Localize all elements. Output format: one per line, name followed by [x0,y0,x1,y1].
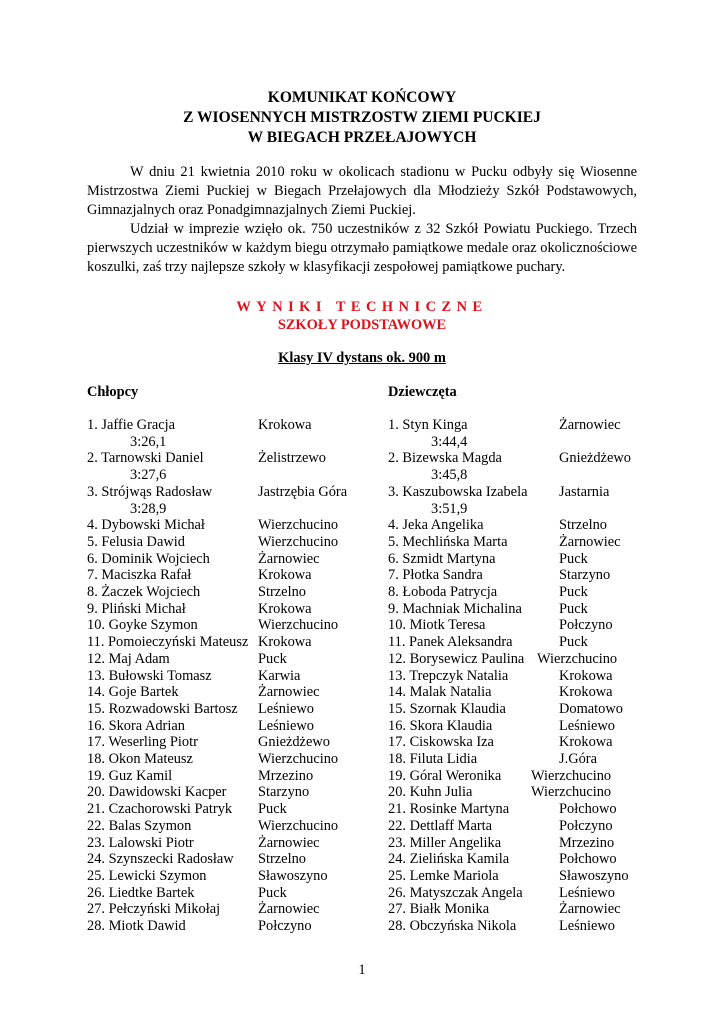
intro-text [87,163,637,277]
result-name: 12. Maj Adam [87,650,170,667]
result-school: Mrzezino [559,834,615,851]
result-name: 23. Lalowski Piotr [87,834,194,851]
result-name: 23. Miller Angelika [388,834,502,851]
result-name: 18. Okon Mateusz [87,751,193,767]
result-school: Mrzezino [258,767,314,784]
intro-paragraph-1: W dniu 21 kwietnia 2010 roku w okolicach stadionu w Pucku odbyły się Wiosenne Mistrzostwa Ziemi Puckiej w Biegach Przełajowych dla Młodzieży Szkół Podstawowych, Gimnazjalnych oraz Ponadgimnazjalnych Ziemi Puckiej. [87,164,637,218]
result-name: 10. Miotk Teresa [388,617,486,634]
result-name: 9. Pliński Michał [87,600,186,617]
result-name: 20. Dawidowski Kacper [87,784,227,801]
result-school: J.Góra [559,751,597,767]
result-school: Puck [559,584,588,600]
result-name: 2. Tarnowski Daniel [87,450,204,467]
result-school: Wierzchucino [537,650,618,667]
result-name: 10. Goyke Szymon [87,617,198,634]
result-school: Żarnowiec [258,901,320,918]
result-school: Żelistrzewo [258,450,326,467]
result-name: 25. Lemke Mariola [388,867,499,884]
result-name: 27. Pełczyński Mikołaj [87,901,221,918]
result-name: 12. Borysewicz Paulina [388,650,525,667]
result-school: Wierzchucino [531,767,612,784]
result-name: 7. Płotka Sandra [388,567,483,584]
result-school: Krokowa [258,417,312,433]
result-school: Połchowo [559,801,617,818]
title-line-3: W BIEGACH PRZEŁAJOWYCH [247,129,477,146]
result-name: 22. Dettlaff Marta [388,817,493,834]
result-time: 3:44,4 [431,433,468,450]
result-name: 22. Balas Szymon [87,817,192,834]
result-name: 25. Lewicki Szymon [87,867,207,884]
results-heading: WYNIKI TECHNICZNE [236,299,488,315]
result-school: Żarnowiec [559,901,621,918]
result-school: Wierzchucino [531,784,612,801]
result-name: 17. Weserling Piotr [87,734,198,751]
result-school: Gnieżdżewo [559,450,631,467]
result-name: 26. Liedtke Bartek [87,884,195,901]
result-school: Jastrzębia Góra [258,483,348,500]
result-school: Krokowa [559,684,613,701]
result-school: Puck [559,600,588,617]
result-school: Leśniewo [559,717,615,734]
result-name: 1. Jaffie Gracja [87,417,176,433]
result-school: Puck [258,650,287,667]
result-school: Puck [559,550,588,567]
result-school: Puck [258,884,287,901]
result-time: 3:45,8 [431,467,468,484]
result-school: Wierzchucino [258,533,339,550]
result-name: 15. Szornak Klaudia [388,700,506,717]
result-school: Połczyno [559,817,613,834]
result-school: Leśniewo [258,717,314,734]
result-name: 24. Zielińska Kamila [388,851,510,868]
result-name: 8. Żaczek Wojciech [87,584,201,600]
result-school: Puck [559,634,588,651]
result-school: Krokowa [258,567,312,584]
result-name: 5. Felusia Dawid [87,533,185,550]
title-line-1: KOMUNIKAT KOŃCOWY [267,89,457,106]
result-school: Domatowo [559,700,623,717]
result-school: Połczyno [258,918,312,934]
result-school: Żarnowiec [559,533,621,550]
result-name: 4. Jeka Angelika [388,517,484,534]
result-school: Leśniewo [559,884,615,901]
result-name: 13. Trepczyk Natalia [388,667,509,684]
result-name: 21. Czachorowski Patryk [87,801,233,818]
result-school: Leśniewo [559,918,615,934]
result-name: 16. Skora Klaudia [388,717,493,734]
result-school: Gnieżdżewo [258,734,330,751]
result-school: Strzelno [258,584,306,600]
result-name: 7. Maciszka Rafał [87,567,192,584]
result-name: 2. Bizewska Magda [388,450,502,467]
result-school: Sławoszyno [559,867,629,884]
result-school: Starzyno [258,784,310,801]
result-time: 3:51,9 [431,500,468,517]
result-name: 13. Bułowski Tomasz [87,667,212,684]
result-school: Puck [258,801,287,818]
result-name: 19. Guz Kamil [87,767,173,784]
result-school: Strzelno [559,517,607,534]
result-name: 26. Matyszczak Angela [388,884,523,901]
result-name: 9. Machniak Michalina [388,600,522,617]
intro-paragraph-2: Udział w imprezie wzięło ok. 750 uczestników z 32 Szkół Powiatu Puckiego. Trzech pierwszych uczestników w każdym biegu otrzymało pamiątkowe medale oraz okolicznościowe koszulki, zaś trzy najlepsze szkoły w klasyfikacji zespołowej pamiątkowe puchary. [87,221,637,275]
result-time: 3:28,9 [130,500,167,517]
result-name: 3. Strójwąs Radosław [87,483,213,500]
result-time: 3:26,1 [130,433,167,450]
page-number: 1 [358,962,366,978]
result-school: Żarnowiec [258,834,320,851]
result-name: 8. Łoboda Patrycja [388,584,498,600]
result-name: 21. Rosinke Martyna [388,801,510,818]
result-school: Połczyno [559,617,613,634]
result-school: Jastarnia [559,483,610,500]
result-name: 27. Białk Monika [388,901,490,918]
result-school: Wierzchucino [258,817,339,834]
result-school: Krokowa [258,634,312,651]
result-school: Starzyno [559,567,611,584]
result-name: 5. Mechlińska Marta [388,533,508,550]
result-school: Żarnowiec [559,417,621,433]
result-name: 16. Skora Adrian [87,717,185,734]
result-name: 20. Kuhn Julia [388,784,473,801]
result-name: 18. Filuta Lidia [388,751,478,767]
title-line-2: Z WIOSENNYCH MISTRZOSTW ZIEMI PUCKIEJ [183,109,541,126]
result-school: Wierzchucino [258,617,339,634]
result-name: 6. Dominik Wojciech [87,550,210,567]
girls-heading: Dziewczęta [388,384,457,400]
result-name: 14. Malak Natalia [388,684,492,701]
result-school: Krokowa [559,667,613,684]
result-school: Strzelno [258,851,306,868]
result-school: Żarnowiec [258,550,320,567]
result-school: Leśniewo [258,700,314,717]
result-name: 11. Pomoieczyński Mateusz [87,634,249,651]
result-name: 14. Goje Bartek [87,684,179,701]
result-name: 15. Rozwadowski Bartosz [87,700,238,717]
result-name: 28. Obczyńska Nikola [388,918,517,934]
result-name: 19. Góral Weronika [388,767,502,784]
result-school: Żarnowiec [258,684,320,701]
result-name: 11. Panek Aleksandra [388,634,513,651]
result-school: Połchowo [559,851,617,868]
result-name: 24. Szynszecki Radosław [87,851,234,868]
result-school: Krokowa [258,600,312,617]
result-name: 17. Ciskowska Iza [388,734,494,751]
result-name: 4. Dybowski Michał [87,517,205,534]
class-distance-heading: Klasy IV dystans ok. 900 m [278,350,446,366]
result-school: Sławoszyno [258,867,328,884]
result-name: 3. Kaszubowska Izabela [388,483,528,500]
result-name: 6. Szmidt Martyna [388,550,496,567]
result-school: Krokowa [559,734,613,751]
boys-heading: Chłopcy [87,384,139,400]
result-school: Wierzchucino [258,517,339,534]
result-name: 28. Miotk Dawid [87,918,186,934]
result-school: Karwia [258,667,301,684]
result-school: Wierzchucino [258,751,339,767]
result-name: 1. Styn Kinga [388,417,468,433]
school-level-heading: SZKOŁY PODSTAWOWE [277,317,447,333]
result-time: 3:27,6 [130,467,167,484]
